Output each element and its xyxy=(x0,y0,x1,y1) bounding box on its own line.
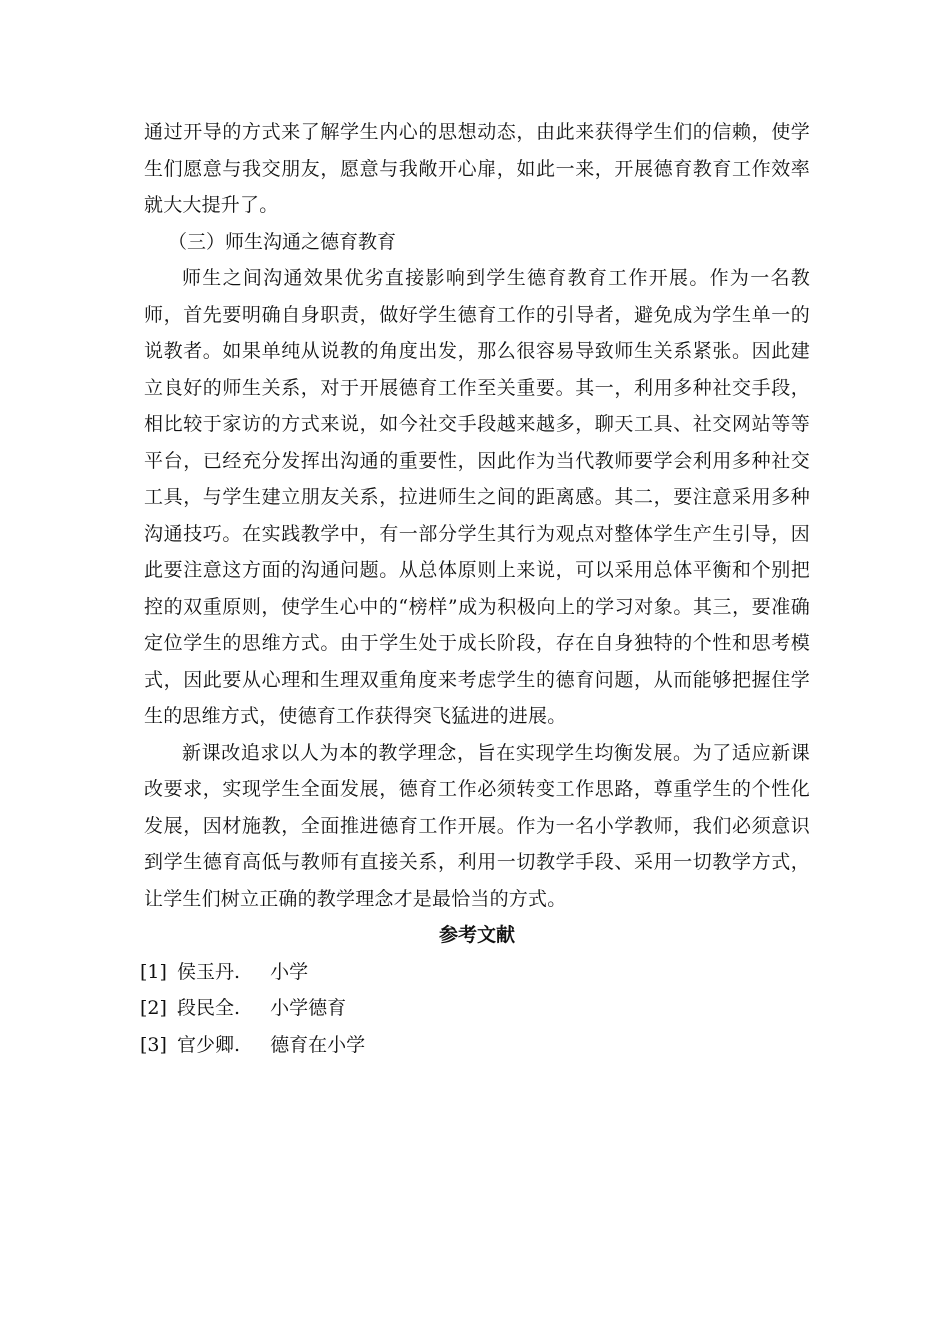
reference-item xyxy=(140,1027,810,1064)
reference-title: 小学 xyxy=(270,960,309,983)
reference-item xyxy=(140,990,810,1027)
reference-title: 德育在小学 xyxy=(270,1033,366,1056)
paragraph-conclusion: 新课改追求以人为本的教学理念，旨在实现学生均衡发展。为了适应新课改要求，实现学生全面发展，德育工作必须转变工作思路，尊重学生的个性化发展，因材施教，全面推进德育工作开展。作为一名小学教师，我们必须意识到学生德育高低与教师有直接关系，利用一切教学手段、采用一切教学方式，让学生们树立正确的教学理念才是最恰当的方式。 xyxy=(144,741,810,910)
reference-author: 段民全. xyxy=(176,997,241,1019)
reference-number: [1] xyxy=(140,960,167,983)
reference-title: 小学德育 xyxy=(270,997,347,1019)
reference-item xyxy=(140,954,810,991)
reference-number: [3] xyxy=(140,1033,167,1056)
reference-number: [2] xyxy=(140,997,167,1019)
section-heading: （三）师生沟通之德育教育 xyxy=(168,230,397,253)
paragraph-teacher-student-communication: 师生之间沟通效果优劣直接影响到学生德育教育工作开展。作为一名教师，首先要明确自身职责，做好学生德育工作的引导者，避免成为学生单一的说教者。如果单纯从说教的角度出发，那么很容易导致师生关系紧张。因此建立良好的师生关系，对于开展德育工作至关重要。其一，利用多种社交手段，相比较于家访的方式来说，如今社交手段越来越多，聊天工具、社交网站等等平台，已经充分发挥出沟通的重要性，因此作为当代教师要学会利用多种社交工具，与学生建立朋友关系，拉进师生之间的距离感。其二，要注意采用多种沟通技巧。在实践教学中，有一部分学生其行为观点对整体学生产生引导，因此要注意这方面的沟通问题。从总体原则上来说，可以采用总体平衡和个别把控的双重原则，使学生心中的“榜样”成为积极向上的学习对象。其三，要准确定位学生的思维方式。由于学生处于成长阶段，存在自身独特的个性和思考模式，因此要从心理和生理双重角度来考虑学生的德育问题，从而能够把握住学生的思维方式，使德育工作获得突飞猛进的进展。 xyxy=(144,267,810,727)
document-body xyxy=(140,114,810,1063)
reference-author: 官少卿. xyxy=(176,1033,241,1056)
paragraph-continuation: 通过开导的方式来了解学生内心的思想动态，由此来获得学生们的信赖，使学生们愿意与我交朋友，愿意与我敞开心扉，如此一来，开展德育教育工作效率就大大提升了。 xyxy=(144,121,810,216)
reference-author: 侯玉丹. xyxy=(176,960,241,983)
references-title: 参考文献 xyxy=(438,924,515,946)
